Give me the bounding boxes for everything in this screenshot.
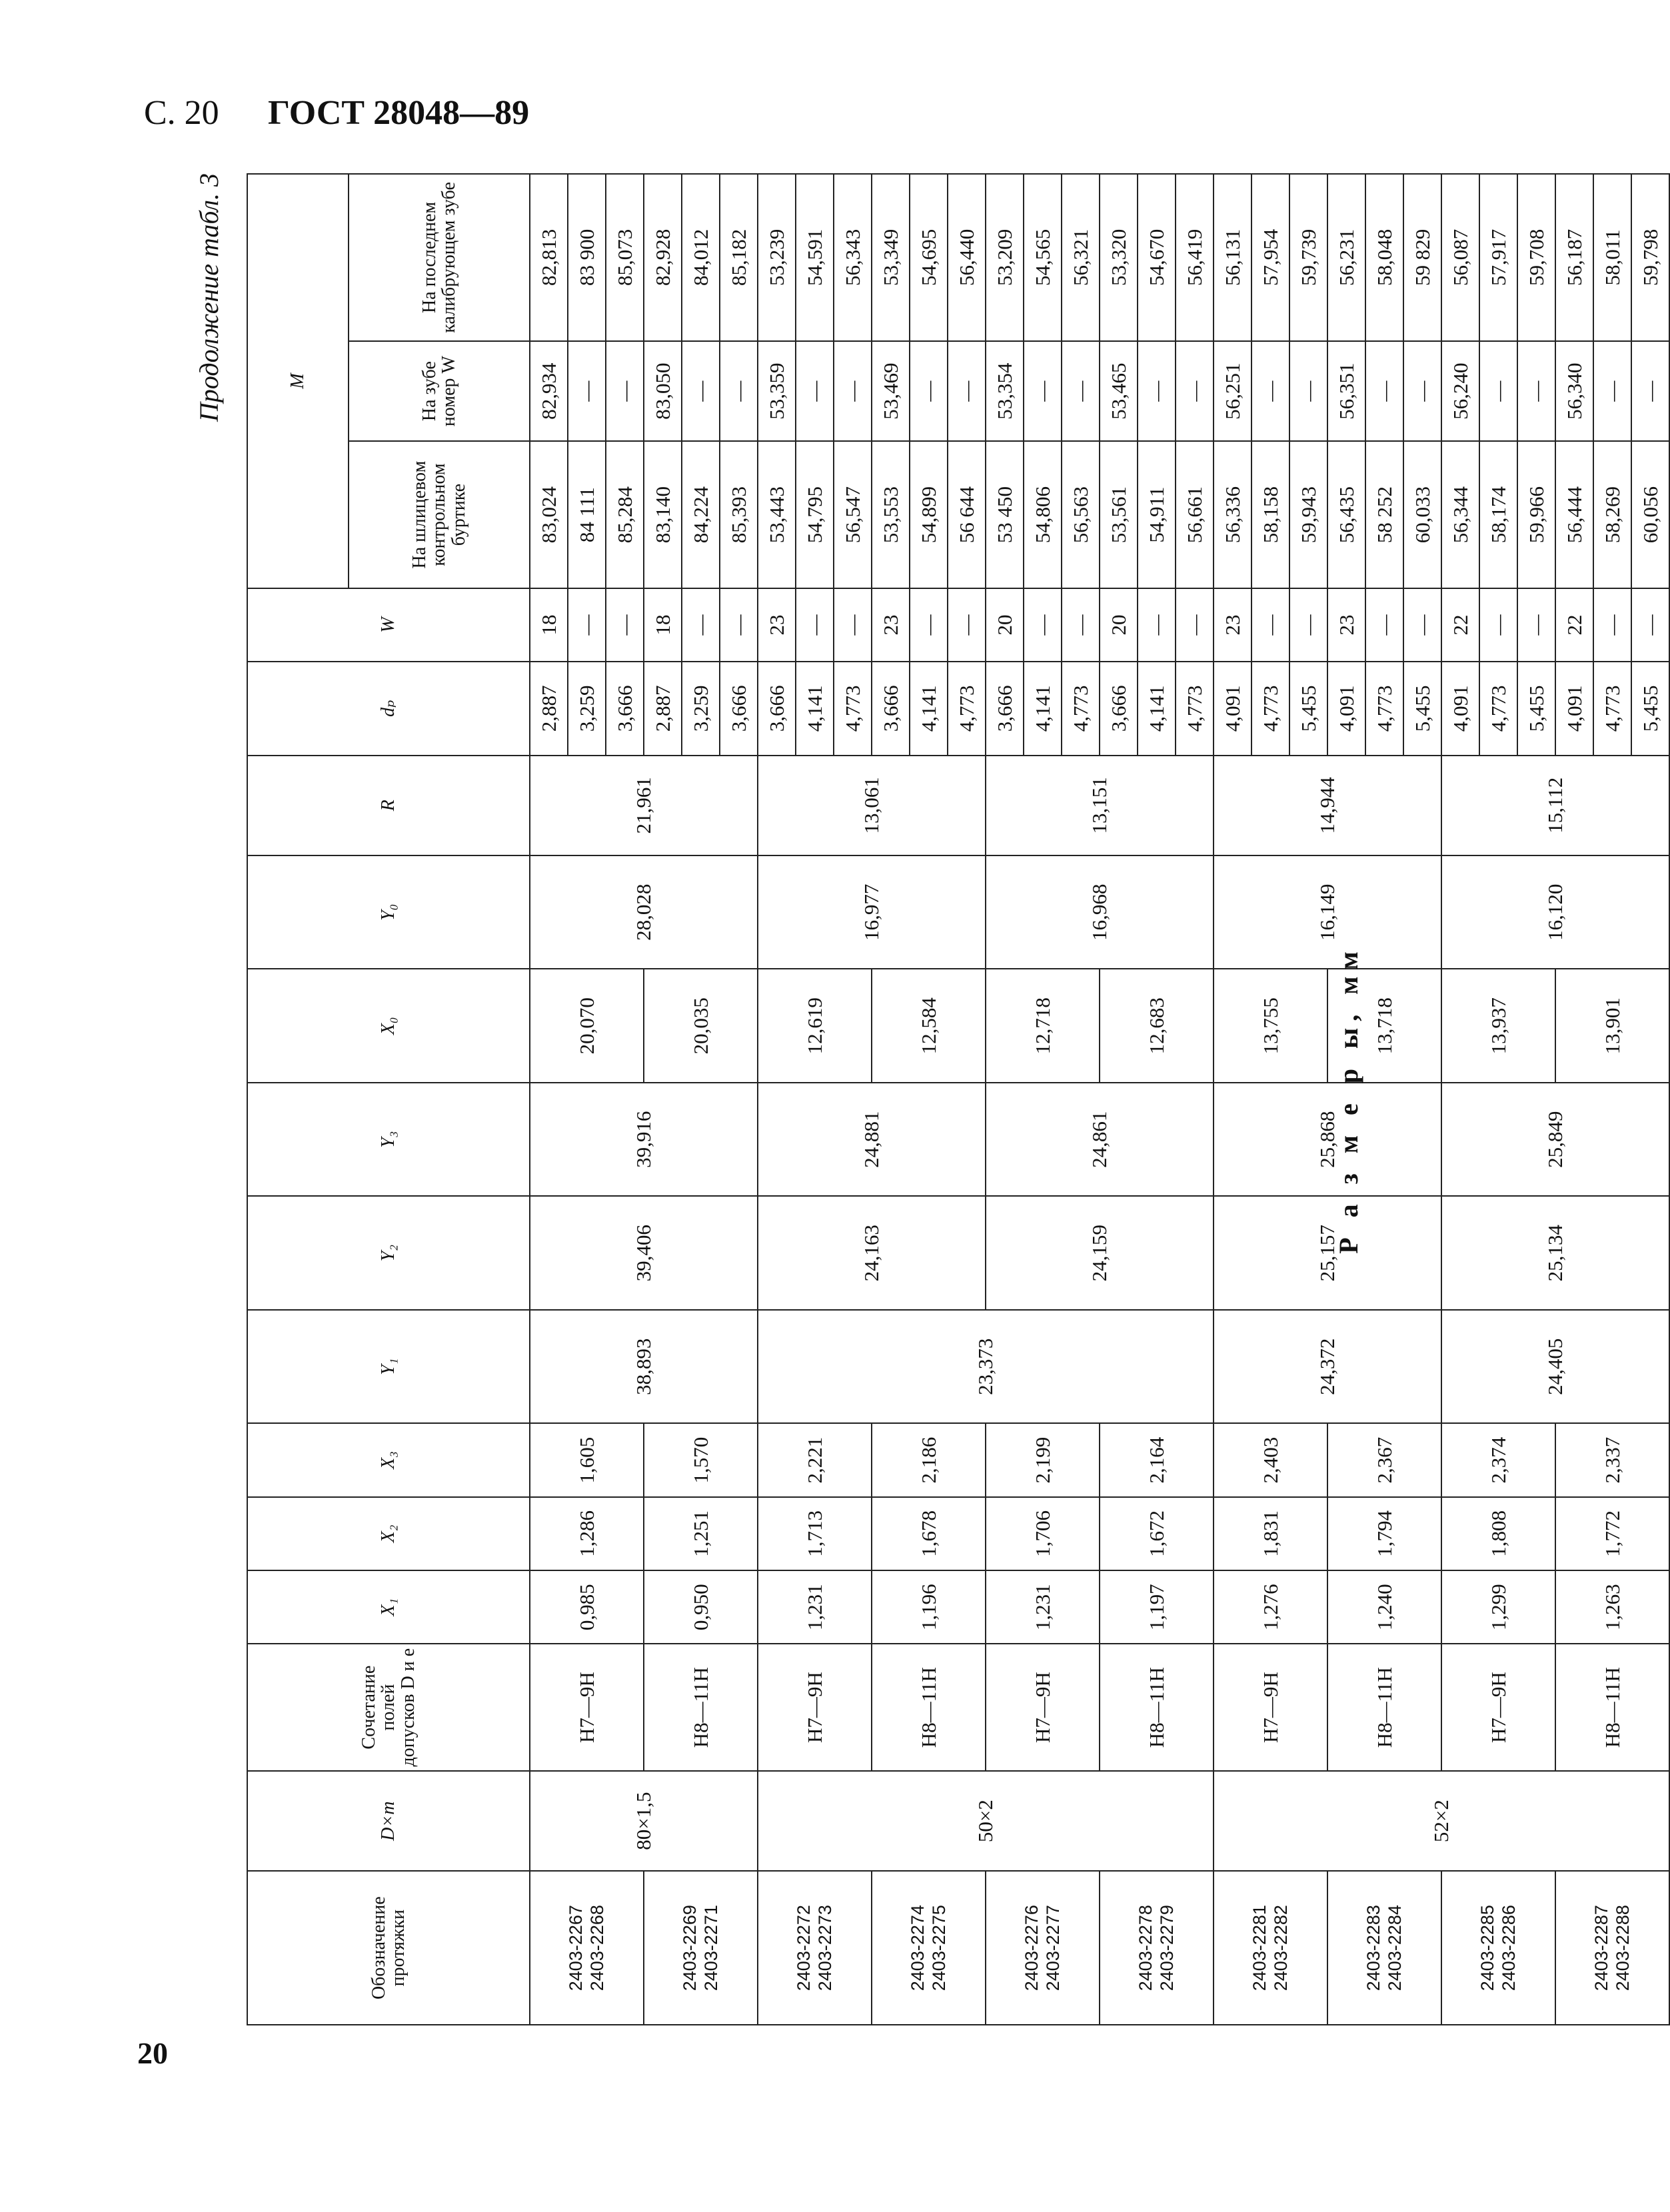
m-control-cell: 53,553 xyxy=(872,441,910,588)
y2-cell: 39,406 xyxy=(530,1196,758,1309)
tolerance-cell: H7—9H xyxy=(1214,1644,1327,1771)
w-cell: — xyxy=(1593,588,1631,662)
table-row xyxy=(1214,174,1252,2025)
tolerance-cell: H7—9H xyxy=(986,1644,1100,1771)
w-cell: — xyxy=(720,588,758,662)
x3-cell: 2,374 xyxy=(1441,1423,1555,1496)
m-last-cell: 82,928 xyxy=(644,174,682,341)
m-last-cell: 56,231 xyxy=(1327,174,1365,341)
dp-cell: 4,773 xyxy=(1479,662,1517,755)
y2-cell: 24,159 xyxy=(986,1196,1214,1309)
m-tooth-w-cell: — xyxy=(1024,341,1062,441)
w-cell: — xyxy=(1289,588,1327,662)
w-cell: — xyxy=(1138,588,1176,662)
table-row xyxy=(758,174,796,2025)
m-tooth-w-cell: 53,469 xyxy=(872,341,910,441)
m-tooth-w-cell: 56,351 xyxy=(1327,341,1365,441)
w-cell: 20 xyxy=(1100,588,1138,662)
x3-cell: 2,199 xyxy=(986,1423,1100,1496)
x3-cell: 2,186 xyxy=(872,1423,986,1496)
designation-cell xyxy=(986,1871,1100,2025)
m-control-cell: 60,056 xyxy=(1631,441,1669,588)
m-control-cell: 85,393 xyxy=(720,441,758,588)
dp-cell: 5,455 xyxy=(1631,662,1669,755)
designation-code: 2403-2278 xyxy=(1136,1905,1156,1991)
m-tooth-w-cell: — xyxy=(682,341,720,441)
r-cell: 13,061 xyxy=(758,756,986,855)
m-last-cell: 54,591 xyxy=(796,174,834,341)
col-dxm: D×m xyxy=(247,1771,530,1871)
m-control-cell: 84 111 xyxy=(568,441,606,588)
dp-cell: 5,455 xyxy=(1403,662,1441,755)
y1-cell: 24,372 xyxy=(1214,1310,1441,1423)
m-last-cell: 56,187 xyxy=(1555,174,1593,341)
designation-code: 2403-2285 xyxy=(1477,1905,1498,1991)
m-tooth-w-cell: 56,340 xyxy=(1555,341,1593,441)
m-last-cell: 85,182 xyxy=(720,174,758,341)
gost-title: ГОСТ 28048—89 xyxy=(268,94,530,132)
w-cell: — xyxy=(1517,588,1555,662)
x0-cell: 12,683 xyxy=(1100,969,1214,1083)
designation-code: 2403-2288 xyxy=(1612,1905,1633,1991)
w-cell: — xyxy=(910,588,948,662)
m-last-cell: 59,708 xyxy=(1517,174,1555,341)
m-last-cell: 53,209 xyxy=(986,174,1024,341)
col-w: W xyxy=(247,588,530,662)
x1-cell: 1,240 xyxy=(1327,1570,1441,1644)
x3-cell: 1,605 xyxy=(530,1423,644,1496)
designation-code: 2403-2268 xyxy=(586,1905,607,1991)
m-tooth-w-cell: — xyxy=(1403,341,1441,441)
table-row xyxy=(530,174,568,2025)
col-m-last: На последнем калибрующем зубе xyxy=(349,174,530,341)
m-control-cell: 85,284 xyxy=(606,441,644,588)
designation-code: 2403-2277 xyxy=(1042,1905,1063,1991)
col-m-tooth-w: На зубе номер W xyxy=(349,341,530,441)
dp-cell: 3,666 xyxy=(872,662,910,755)
m-last-cell: 53,320 xyxy=(1100,174,1138,341)
x3-cell: 2,337 xyxy=(1555,1423,1669,1496)
m-last-cell: 56,321 xyxy=(1062,174,1100,341)
m-control-cell: 54,899 xyxy=(910,441,948,588)
m-control-cell: 60,033 xyxy=(1403,441,1441,588)
dp-cell: 4,091 xyxy=(1555,662,1593,755)
w-cell: — xyxy=(834,588,872,662)
m-tooth-w-cell: 53,465 xyxy=(1100,341,1138,441)
m-last-cell: 84,012 xyxy=(682,174,720,341)
m-last-cell: 59,739 xyxy=(1289,174,1327,341)
dxm-cell: 50×2 xyxy=(758,1771,1214,1871)
x1-cell: 1,231 xyxy=(758,1570,872,1644)
y2-cell: 24,163 xyxy=(758,1196,986,1309)
dxm-cell: 52×2 xyxy=(1214,1771,1669,1871)
w-cell: — xyxy=(1252,588,1289,662)
m-tooth-w-cell: — xyxy=(1365,341,1403,441)
designation-cell xyxy=(872,1871,986,2025)
designation-code: 2403-2286 xyxy=(1498,1905,1519,1991)
designation-cell xyxy=(644,1871,758,2025)
designation-code: 2403-2271 xyxy=(700,1905,721,1991)
designation-code: 2403-2284 xyxy=(1384,1905,1405,1991)
m-control-cell: 54,806 xyxy=(1024,441,1062,588)
m-control-cell: 56,547 xyxy=(834,441,872,588)
table-row xyxy=(1441,174,1479,2025)
tolerance-cell: H8—11H xyxy=(644,1644,758,1771)
m-control-cell: 56,444 xyxy=(1555,441,1593,588)
y3-cell: 24,881 xyxy=(758,1083,986,1196)
m-tooth-w-cell: — xyxy=(948,341,986,441)
m-last-cell: 56,419 xyxy=(1176,174,1214,341)
x0-cell: 13,937 xyxy=(1441,969,1555,1083)
designation-cell xyxy=(1214,1871,1327,2025)
dp-cell: 3,666 xyxy=(986,662,1024,755)
m-tooth-w-cell: 82,934 xyxy=(530,341,568,441)
dp-cell: 4,773 xyxy=(1593,662,1631,755)
w-cell: — xyxy=(1403,588,1441,662)
dp-cell: 4,091 xyxy=(1327,662,1365,755)
tolerance-cell: H8—11H xyxy=(1100,1644,1214,1771)
m-control-cell: 56,336 xyxy=(1214,441,1252,588)
m-control-cell: 58,174 xyxy=(1479,441,1517,588)
designation-cell xyxy=(1441,1871,1555,2025)
m-last-cell: 58,011 xyxy=(1593,174,1631,341)
dp-cell: 5,455 xyxy=(1517,662,1555,755)
col-y2: Y₂ xyxy=(247,1196,530,1309)
m-last-cell: 57,954 xyxy=(1252,174,1289,341)
col-y1: Y₁ xyxy=(247,1310,530,1423)
x0-cell: 12,718 xyxy=(986,969,1100,1083)
w-cell: — xyxy=(1631,588,1669,662)
designation-code: 2403-2287 xyxy=(1591,1905,1612,1991)
w-cell: — xyxy=(606,588,644,662)
x1-cell: 1,276 xyxy=(1214,1570,1327,1644)
x3-cell: 2,221 xyxy=(758,1423,872,1496)
col-m: M xyxy=(247,174,349,588)
y0-cell: 16,120 xyxy=(1441,855,1669,969)
col-x0: X₀ xyxy=(247,969,530,1083)
header-row-1 xyxy=(247,174,349,2025)
m-last-cell: 53,349 xyxy=(872,174,910,341)
r-cell: 15,112 xyxy=(1441,756,1669,855)
x0-cell: 13,718 xyxy=(1327,969,1441,1083)
w-cell: — xyxy=(1176,588,1214,662)
m-last-cell: 57,917 xyxy=(1479,174,1517,341)
m-tooth-w-cell: — xyxy=(1631,341,1669,441)
y0-cell: 16,149 xyxy=(1214,855,1441,969)
x3-cell: 2,403 xyxy=(1214,1423,1327,1496)
w-cell: 23 xyxy=(872,588,910,662)
page-number: 20 xyxy=(137,2036,168,2070)
m-last-cell: 59,798 xyxy=(1631,174,1669,341)
designation-code: 2403-2283 xyxy=(1363,1905,1384,1991)
m-tooth-w-cell: 56,240 xyxy=(1441,341,1479,441)
w-cell: — xyxy=(1062,588,1100,662)
m-last-cell: 59 829 xyxy=(1403,174,1441,341)
x0-cell: 20,070 xyxy=(530,969,644,1083)
m-control-cell: 53,443 xyxy=(758,441,796,588)
y0-cell: 28,028 xyxy=(530,855,758,969)
units-title: Р а з м е р ы, мм xyxy=(1333,945,1363,1254)
m-last-cell: 56,343 xyxy=(834,174,872,341)
x2-cell: 1,251 xyxy=(644,1497,758,1570)
m-control-cell: 59,966 xyxy=(1517,441,1555,588)
m-control-cell: 56 644 xyxy=(948,441,986,588)
dp-cell: 4,141 xyxy=(796,662,834,755)
m-control-cell: 59,943 xyxy=(1289,441,1327,588)
x0-cell: 13,901 xyxy=(1555,969,1669,1083)
w-cell: — xyxy=(1024,588,1062,662)
w-cell: — xyxy=(1365,588,1403,662)
tolerance-cell: H7—9H xyxy=(1441,1644,1555,1771)
y0-cell: 16,977 xyxy=(758,855,986,969)
r-cell: 13,151 xyxy=(986,756,1214,855)
designation-code: 2403-2272 xyxy=(794,1905,814,1991)
w-cell: 22 xyxy=(1555,588,1593,662)
x2-cell: 1,286 xyxy=(530,1497,644,1570)
w-cell: — xyxy=(682,588,720,662)
col-dp: dₚ xyxy=(247,662,530,755)
m-control-cell: 83,024 xyxy=(530,441,568,588)
m-last-cell: 85,073 xyxy=(606,174,644,341)
dp-cell: 4,091 xyxy=(1214,662,1252,755)
r-cell: 21,961 xyxy=(530,756,758,855)
y3-cell: 25,849 xyxy=(1441,1083,1669,1196)
m-control-cell: 56,661 xyxy=(1176,441,1214,588)
m-tooth-w-cell: — xyxy=(834,341,872,441)
designation-cell xyxy=(1555,1871,1669,2025)
m-tooth-w-cell: — xyxy=(606,341,644,441)
y1-cell: 24,405 xyxy=(1441,1310,1669,1423)
m-tooth-w-cell: — xyxy=(1252,341,1289,441)
m-control-cell: 56,344 xyxy=(1441,441,1479,588)
m-tooth-w-cell: — xyxy=(1479,341,1517,441)
x0-cell: 12,619 xyxy=(758,969,872,1083)
dp-cell: 4,773 xyxy=(1176,662,1214,755)
r-cell: 14,944 xyxy=(1214,756,1441,855)
col-tolerance: Сочетание полей допусков D и e xyxy=(247,1644,530,1771)
m-tooth-w-cell: — xyxy=(1062,341,1100,441)
m-last-cell: 54,565 xyxy=(1024,174,1062,341)
dp-cell: 4,773 xyxy=(1062,662,1100,755)
designation-code: 2403-2273 xyxy=(814,1905,835,1991)
x2-cell: 1,808 xyxy=(1441,1497,1555,1570)
m-control-cell: 83,140 xyxy=(644,441,682,588)
dp-cell: 3,259 xyxy=(682,662,720,755)
designation-code: 2403-2267 xyxy=(566,1905,586,1991)
m-tooth-w-cell: — xyxy=(1517,341,1555,441)
dp-cell: 4,141 xyxy=(910,662,948,755)
w-cell: 22 xyxy=(1441,588,1479,662)
table-row xyxy=(986,174,1024,2025)
table-caption: Продолжение табл. 3 xyxy=(194,173,224,422)
m-control-cell: 56,435 xyxy=(1327,441,1365,588)
m-control-cell: 84,224 xyxy=(682,441,720,588)
x2-cell: 1,794 xyxy=(1327,1497,1441,1570)
m-control-cell: 54,911 xyxy=(1138,441,1176,588)
dp-cell: 4,773 xyxy=(1252,662,1289,755)
x0-cell: 13,755 xyxy=(1214,969,1327,1083)
dp-cell: 3,666 xyxy=(1100,662,1138,755)
col-x2: X₂ xyxy=(247,1497,530,1570)
m-last-cell: 83 900 xyxy=(568,174,606,341)
dp-cell: 4,773 xyxy=(1365,662,1403,755)
tolerance-cell: H8—11H xyxy=(1327,1644,1441,1771)
rotated-table-area xyxy=(194,173,1662,2025)
m-last-cell: 56,131 xyxy=(1214,174,1252,341)
tolerance-cell: H7—9H xyxy=(530,1644,644,1771)
y3-cell: 39,916 xyxy=(530,1083,758,1196)
m-tooth-w-cell: 53,354 xyxy=(986,341,1024,441)
dxm-cell: 80×1,5 xyxy=(530,1771,758,1871)
w-cell: 23 xyxy=(1327,588,1365,662)
dp-cell: 3,666 xyxy=(606,662,644,755)
col-designation: Обозначение протяжки xyxy=(247,1871,530,2025)
m-control-cell: 58 252 xyxy=(1365,441,1403,588)
dp-cell: 3,666 xyxy=(758,662,796,755)
m-tooth-w-cell: — xyxy=(568,341,606,441)
w-cell: — xyxy=(568,588,606,662)
designation-code: 2403-2279 xyxy=(1156,1905,1177,1991)
m-last-cell: 56,440 xyxy=(948,174,986,341)
tolerance-cell: H8—11H xyxy=(872,1644,986,1771)
m-control-cell: 54,795 xyxy=(796,441,834,588)
x2-cell: 1,772 xyxy=(1555,1497,1669,1570)
x2-cell: 1,713 xyxy=(758,1497,872,1570)
x0-cell: 20,035 xyxy=(644,969,758,1083)
m-control-cell: 56,563 xyxy=(1062,441,1100,588)
m-control-cell: 58,158 xyxy=(1252,441,1289,588)
table-body xyxy=(530,174,1669,2025)
x3-cell: 1,570 xyxy=(644,1423,758,1496)
designation-cell xyxy=(530,1871,644,2025)
designation-code: 2403-2281 xyxy=(1250,1905,1270,1991)
x1-cell: 0,985 xyxy=(530,1570,644,1644)
x2-cell: 1,678 xyxy=(872,1497,986,1570)
dp-cell: 4,773 xyxy=(834,662,872,755)
x2-cell: 1,831 xyxy=(1214,1497,1327,1570)
x3-cell: 2,367 xyxy=(1327,1423,1441,1496)
x1-cell: 1,299 xyxy=(1441,1570,1555,1644)
y1-cell: 38,893 xyxy=(530,1310,758,1423)
col-m-control: На шлицевом контрольном буртике xyxy=(349,441,530,588)
dp-cell: 4,141 xyxy=(1024,662,1062,755)
m-last-cell: 82,813 xyxy=(530,174,568,341)
x2-cell: 1,672 xyxy=(1100,1497,1214,1570)
designation-code: 2403-2276 xyxy=(1022,1905,1042,1991)
m-tooth-w-cell: — xyxy=(1176,341,1214,441)
tolerance-cell: H7—9H xyxy=(758,1644,872,1771)
m-tooth-w-cell: — xyxy=(720,341,758,441)
m-tooth-w-cell: 53,359 xyxy=(758,341,796,441)
m-last-cell: 56,087 xyxy=(1441,174,1479,341)
w-cell: 20 xyxy=(986,588,1024,662)
dimensions-table xyxy=(247,173,1670,2025)
y2-cell: 25,157 xyxy=(1214,1196,1441,1309)
x1-cell: 1,263 xyxy=(1555,1570,1669,1644)
col-x1: X₁ xyxy=(247,1570,530,1644)
col-y0: Y₀ xyxy=(247,855,530,969)
y3-cell: 24,861 xyxy=(986,1083,1214,1196)
col-r: R xyxy=(247,756,530,855)
m-last-cell: 54,695 xyxy=(910,174,948,341)
designation-code: 2403-2269 xyxy=(680,1905,700,1991)
x1-cell: 1,197 xyxy=(1100,1570,1214,1644)
m-tooth-w-cell: — xyxy=(910,341,948,441)
x1-cell: 1,231 xyxy=(986,1570,1100,1644)
m-last-cell: 53,239 xyxy=(758,174,796,341)
dp-cell: 2,887 xyxy=(530,662,568,755)
w-cell: 18 xyxy=(644,588,682,662)
m-tooth-w-cell: — xyxy=(1138,341,1176,441)
designation-cell xyxy=(758,1871,872,2025)
y0-cell: 16,968 xyxy=(986,855,1214,969)
designation-code: 2403-2282 xyxy=(1270,1905,1291,1991)
dp-cell: 5,455 xyxy=(1289,662,1327,755)
x3-cell: 2,164 xyxy=(1100,1423,1214,1496)
x2-cell: 1,706 xyxy=(986,1497,1100,1570)
x1-cell: 1,196 xyxy=(872,1570,986,1644)
m-last-cell: 54,670 xyxy=(1138,174,1176,341)
w-cell: 23 xyxy=(1214,588,1252,662)
m-control-cell: 58,269 xyxy=(1593,441,1631,588)
m-control-cell: 53 450 xyxy=(986,441,1024,588)
designation-cell xyxy=(1100,1871,1214,2025)
dp-cell: 3,666 xyxy=(720,662,758,755)
w-cell: 23 xyxy=(758,588,796,662)
designation-code: 2403-2275 xyxy=(928,1905,949,1991)
x0-cell: 12,584 xyxy=(872,969,986,1083)
m-control-cell: 53,561 xyxy=(1100,441,1138,588)
m-tooth-w-cell: — xyxy=(1593,341,1631,441)
col-x3: X₃ xyxy=(247,1423,530,1496)
dp-cell: 2,887 xyxy=(644,662,682,755)
w-cell: — xyxy=(948,588,986,662)
y2-cell: 25,134 xyxy=(1441,1196,1669,1309)
w-cell: — xyxy=(1479,588,1517,662)
m-tooth-w-cell: — xyxy=(1289,341,1327,441)
tolerance-cell: H8—11H xyxy=(1555,1644,1669,1771)
col-y3: Y₃ xyxy=(247,1083,530,1196)
dp-cell: 4,773 xyxy=(948,662,986,755)
dp-cell: 4,141 xyxy=(1138,662,1176,755)
dp-cell: 4,091 xyxy=(1441,662,1479,755)
designation-code: 2403-2274 xyxy=(908,1905,928,1991)
m-last-cell: 58,048 xyxy=(1365,174,1403,341)
w-cell: — xyxy=(796,588,834,662)
m-tooth-w-cell: 83,050 xyxy=(644,341,682,441)
m-tooth-w-cell: — xyxy=(796,341,834,441)
w-cell: 18 xyxy=(530,588,568,662)
y1-cell: 23,373 xyxy=(758,1310,1214,1423)
x1-cell: 0,950 xyxy=(644,1570,758,1644)
page-label: С. 20 xyxy=(144,94,219,132)
dp-cell: 3,259 xyxy=(568,662,606,755)
y3-cell: 25,868 xyxy=(1214,1083,1441,1196)
m-tooth-w-cell: 56,251 xyxy=(1214,341,1252,441)
